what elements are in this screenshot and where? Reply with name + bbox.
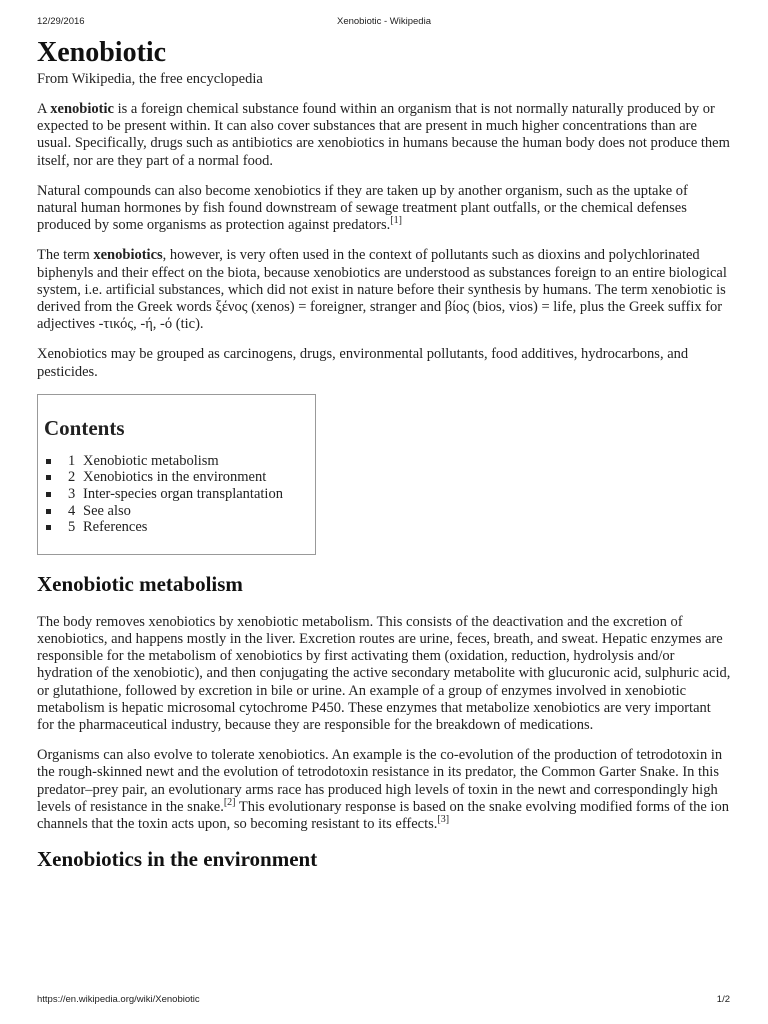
bullet-icon: [46, 525, 51, 530]
toc-label: References: [83, 519, 148, 536]
article-content: [37, 36, 731, 889]
print-footer: [0, 994, 768, 1008]
print-date: 12/29/2016: [37, 16, 85, 27]
toc-item-organ-transplantation[interactable]: [68, 486, 307, 503]
toc-number: 2: [68, 469, 76, 486]
bullet-icon: [46, 492, 51, 497]
toc-item-xenobiotic-metabolism[interactable]: [68, 453, 307, 470]
text-span: , however, is very often used in the context of pollutants such as dioxins and polychlorinated biphenyls and their effect on the biota, because xenobiotics are understood as substances foreign to an entire biological system, i.e. artificial substances, which did not exist in nature before their synthesis by humans. The term xenobiotic is derived from the Greek words ξένος (xenos) = foreigner, stranger and βίος (bios, vios) = life, plus the Greek suffix for adjectives -τικός, -ή, -ό (tic).: [37, 247, 727, 333]
print-page-title: Xenobiotic - Wikipedia: [337, 16, 431, 27]
table-of-contents: [37, 394, 316, 555]
intro-paragraph-1: [37, 101, 731, 170]
intro-paragraph-3: [37, 247, 731, 333]
article-subtitle: From Wikipedia, the free encyclopedia: [37, 71, 263, 87]
toc-label: Inter-species organ transplantation: [83, 486, 283, 503]
toc-label: Xenobiotics in the environment: [83, 469, 267, 486]
bold-term-xenobiotics: xenobiotics: [93, 247, 163, 264]
bullet-icon: [46, 475, 51, 480]
text-span: This evolutionary response is based on the snake evolving modified forms of the ion channels that the toxin acts upon, so becoming resistant to its effects.: [37, 798, 729, 833]
print-url: https://en.wikipedia.org/wiki/Xenobiotic: [37, 994, 200, 1005]
bullet-icon: [46, 509, 51, 514]
reference-link-2[interactable]: [2]: [223, 797, 236, 809]
intro-paragraph-2: [37, 183, 731, 235]
toc-number: 5: [68, 519, 76, 536]
text-span: Natural compounds can also become xenobiotics if they are taken up by another organism, such as the uptake of natural human hormones by fish found downstream of sewage treatment plant outfalls, or the chemical defenses produced by some organisms as protection against predators.: [37, 182, 688, 234]
text-span: Organisms can also evolve to tolerate xenobiotics. An example is the co-evolution of the production of tetrodotoxin in the rough-skinned newt and the evolution of tetrodotoxin resistance in its predator, the Common Garter Snake. In this predator–prey pair, an evolutionary arms race has produced high levels of toxin in the newt and correspondingly high levels of resistance in the snake.: [37, 747, 723, 815]
toc-heading: Contents: [44, 415, 125, 440]
toc-item-see-also[interactable]: [68, 503, 307, 520]
metabolism-paragraph-2: [37, 747, 731, 833]
toc-list: [44, 453, 307, 536]
toc-item-references[interactable]: [68, 519, 307, 536]
print-header: [0, 16, 768, 30]
bold-term-xenobiotic: xenobiotic: [50, 101, 114, 117]
metabolism-paragraph-1: The body removes xenobiotics by xenobiotic metabolism. This consists of the deactivation and the excretion of xenobiotics, and happens mostly in the liver. Excretion routes are urine, feces, breath, and sweat. Hepatic enzymes are responsible for the metabolism of xenobiotics by first activating them (oxidation, reduction, hydrolysis and/or hydration of the xenobiotic), and then conjugating the active secondary metabolite with glucuronic acid, sulphuric acid, or glutathione, followed by excretion in bile or urine. An example of a group of enzymes involved in xenobiotic metabolism is hepatic microsomal cytochrome P450. These enzymes that metabolize xenobiotics are very important for the pharmaceutical industry, because they are responsible for the breakdown of medications.: [37, 613, 731, 734]
toc-label: Xenobiotic metabolism: [83, 452, 219, 469]
toc-item-xenobiotics-in-environment[interactable]: [68, 469, 307, 486]
toc-number: 4: [68, 502, 76, 519]
toc-label: See also: [83, 502, 131, 519]
text-span: is a foreign chemical substance found within an organism that is not normally naturally produced by or expected to be present within. It can also cover substances that are present in much higher concentrations than are usual. Specifically, drugs such as antibiotics are xenobiotics in humans because the human body does not produce them itself, nor are they part of a normal food.: [37, 101, 730, 169]
section-heading-metabolism: Xenobiotic metabolism: [37, 571, 243, 596]
text-span: A: [37, 101, 51, 117]
print-page-number: 1/2: [716, 994, 730, 1005]
reference-link-3[interactable]: [3]: [437, 814, 450, 826]
intro-paragraph-4: Xenobiotics may be grouped as carcinogens, drugs, environmental pollutants, food additives, hydrocarbons, and pesticides.: [37, 346, 689, 380]
article-title: Xenobiotic: [37, 37, 167, 68]
bullet-icon: [46, 459, 51, 464]
section-heading-environment: Xenobiotics in the environment: [37, 847, 318, 872]
toc-number: 3: [68, 486, 76, 503]
reference-link-1[interactable]: [1]: [390, 215, 402, 227]
text-span: The term: [37, 247, 94, 264]
toc-number: 1: [68, 452, 76, 469]
